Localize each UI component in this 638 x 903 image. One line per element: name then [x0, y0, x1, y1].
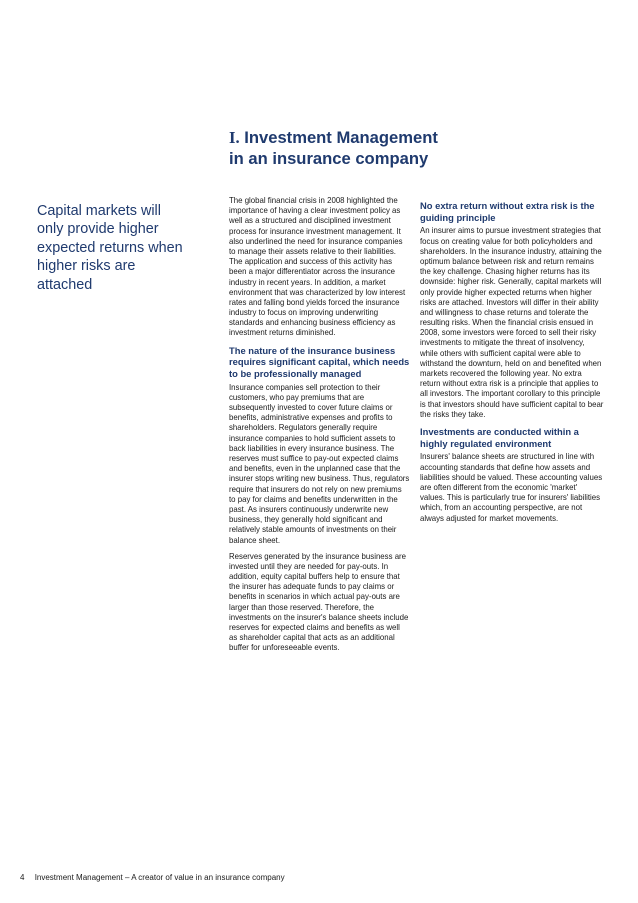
page-number: 4	[20, 873, 25, 882]
heading-regulated-environment: Investments are conducted within a highly regulated environment	[420, 425, 579, 449]
section-title	[229, 127, 529, 169]
right-column	[420, 196, 604, 530]
left-column	[229, 196, 410, 660]
paragraph-insurance-protection: Insurance companies sell protection to their customers, who pay premiums that are subsequently invested to cover future claims or benefits, administrative expenses and profits to shareholders. Regulators generally require insurance companies to hold sufficient assets to back liabilities in every insurance business. The reserves must suffice to pay-out expected claims and benefits, even in the unplanned case that the insurer stops writing new business. Thus, regulators require that insurers do not rely on new premiums to pay for claims and benefits underwritten in the past. As insurers continuously underwrite new business, they generally hold significant and relatively stable amounts of investments on their balance sheet.	[229, 382, 410, 545]
heading-insurance-business: The nature of the insurance business requires significant capital, which needs to be professionally managed	[229, 344, 410, 380]
intro-paragraph: The global financial crisis in 2008 highlighted the importance of having a clear investment policy as well as a structured and disciplined investment process for insurance investment management. It also underlined the need for insurance companies to manage their assets relative to their liabilities. The application and success of this activity has been a major differentiator across the insurance industry in recent years. In addition, a market environment that was characterized by low interest rates and falling bond yields forced the insurance industry to focus on improving underwriting standards and enhancing business efficiency as investment returns diminished.	[229, 196, 406, 338]
pull-quote: Capital markets will only provide higher expected returns when higher risks are attached	[37, 203, 183, 293]
page-footer	[20, 872, 620, 884]
paragraph-balance-sheets: Insurers' balance sheets are structured in line with accounting standards that define how assets and liabilities should be valued. These accounting values are often different from the economic 'market' values. This is particularly true for insurers' liabilities which, from an accounting perspective, are not always adjusted for market movements.	[420, 452, 603, 523]
section-title-line2: in an insurance company	[229, 149, 429, 168]
section-title-line1: Investment Management	[244, 128, 438, 147]
footer-text: Investment Management – A creator of value in an insurance company	[34, 873, 285, 882]
paragraph-risk-return: An insurer aims to pursue investment strategies that focus on creating value for both policyholders and shareholders. In the insurance industry, attaining the optimum balance between risk and return remains the key challenge. Chasing higher returns has its downside: higher risk. Generally, capital markets will only provide higher expected returns when higher risks are attached. Investors will differ in their ability and willingness to chase returns and tolerate the resulting risks. When the financial crisis ensued in 2008, some investors were forced to sell their risky investments to mitigate the threat of insolvency, while others with sufficient capital were able to withstand the downturn, held on and benefited when markets recovered the following year. No extra return without extra risk is a principle that applies to all investors. The important corollary to this principle is that investors should have sufficient capital to bear the risks they take.	[420, 226, 604, 419]
heading-risk-return: No extra return without extra risk is the guiding principle	[420, 200, 595, 223]
section-number: I.	[229, 128, 240, 147]
paragraph-reserves: Reserves generated by the insurance business are invested until they are needed for pay-outs. In addition, equity capital buffers help to ensure that the insurer has adequate funds to pay claims or benefits in scenarios in which actual pay-outs are larger than those reserved. Therefore, the investments on the insurer's balance sheets include reserves for expected claims and benefits as well as shareholder capital that acts as an additional buffer for unforeseeable events.	[229, 551, 409, 653]
